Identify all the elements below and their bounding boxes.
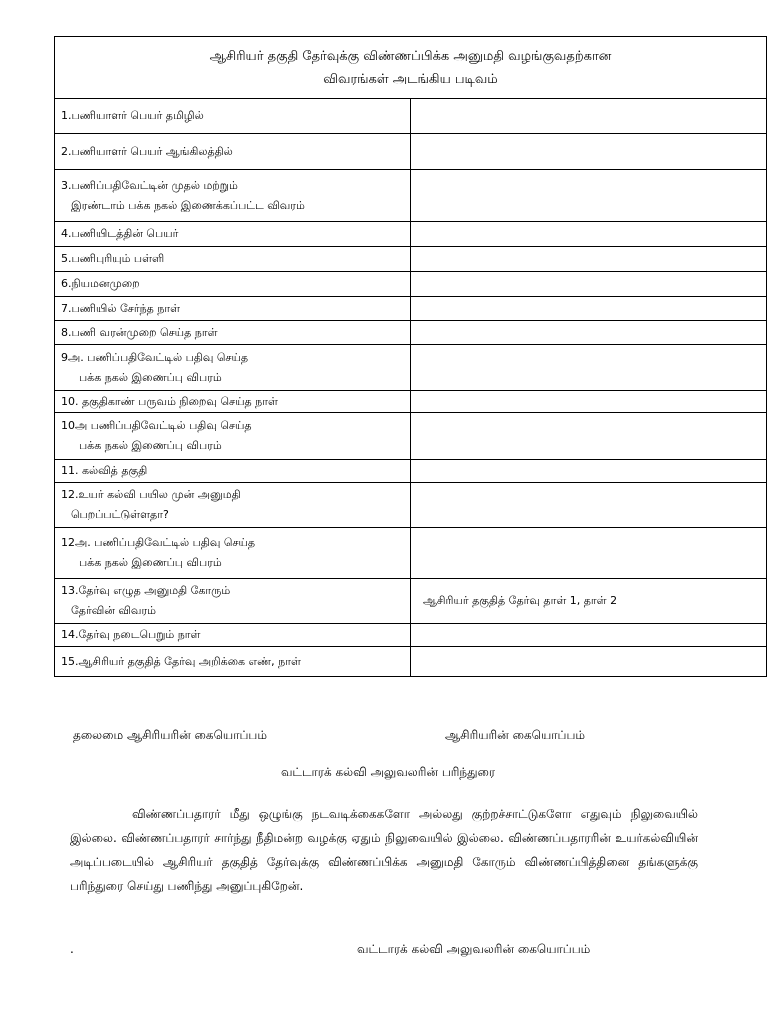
row-value-text (417, 546, 423, 559)
beo-signature-label: வட்டாரக் கல்வி அலுவலரின் கையொப்பம் (357, 942, 591, 956)
row-value-field[interactable] (411, 247, 767, 272)
row-value-text (417, 227, 423, 240)
table-row (55, 579, 767, 624)
row-value-field[interactable] (411, 134, 767, 170)
row-label-text: 15.ஆசிரியர் தகுதித் தேர்வு அறிக்கை எண், நாள் (61, 654, 301, 668)
row-value-field[interactable] (411, 345, 767, 391)
row-value-field[interactable] (411, 647, 767, 677)
row-label (55, 413, 411, 460)
table-row (55, 413, 767, 460)
row-label (55, 345, 411, 391)
row-label (55, 321, 411, 345)
application-details-table (54, 36, 767, 677)
row-value-text (417, 109, 423, 122)
row-value-field[interactable] (411, 624, 767, 647)
table-row (55, 297, 767, 321)
row-label-text: 3.பணிப்பதிவேட்டின் முதல் மற்றும் (61, 178, 238, 192)
table-row (55, 647, 767, 677)
row-value-field[interactable] (411, 297, 767, 321)
form-title-line-2: விவரங்கள் அடங்கிய படிவம் (323, 71, 498, 87)
row-label-text: 5.பணிபுரியும் பள்ளி (61, 252, 165, 265)
row-label (55, 528, 411, 579)
row-value-field[interactable] (411, 170, 767, 222)
row-label (55, 272, 411, 297)
table-row (55, 99, 767, 134)
row-label (55, 134, 411, 170)
row-value-text (417, 628, 423, 641)
row-label-text: பக்க நகல் இணைப்பு விபரம் (79, 439, 222, 452)
row-label (55, 391, 411, 413)
table-row (55, 222, 767, 247)
row-label-text: 6.நியமனமுறை (61, 277, 140, 290)
head-master-signature-label: தலைமை ஆசிரியரின் கையொப்பம் (73, 728, 267, 742)
row-value-text: ஆசிரியர் தகுதித் தேர்வு தாள் 1, தாள் 2 (423, 594, 618, 607)
row-label-text: 1.பணியாளர் பெயர் தமிழில் (61, 109, 204, 122)
row-label-text: 14.தேர்வு நடைபெறும் நாள் (61, 628, 201, 641)
row-label (55, 647, 411, 677)
row-label-text: 7.பணியில் சேர்ந்த நாள் (61, 301, 181, 315)
row-value-text (417, 361, 423, 374)
row-label-text: 4.பணியிடத்தின் பெயர் (61, 227, 179, 240)
table-row (55, 247, 767, 272)
row-label (55, 483, 411, 528)
table-row (55, 345, 767, 391)
row-value-text (417, 429, 423, 442)
row-value-field[interactable] (411, 579, 767, 624)
row-value-field[interactable] (411, 321, 767, 345)
row-label-text: 13.தேர்வு எழுத அனுமதி கோரும் (61, 584, 231, 597)
row-value-field[interactable] (411, 99, 767, 134)
row-label (55, 222, 411, 247)
recommendation-heading: வட்டாரக் கல்வி அலுவலரின் பரிந்துரை (280, 765, 496, 779)
row-value-text (417, 302, 423, 315)
row-label (55, 579, 411, 624)
row-label-text: 9அ. பணிப்பதிவேட்டில் பதிவு செய்த (61, 350, 249, 364)
table-row (55, 170, 767, 222)
recommendation-paragraph: விண்ணப்பதாரர் மீது ஒழுங்கு நடவடிக்கைகளோ அல்லது குற்றச்சாட்டுகளோ எதுவும் நிலுவையில் இல்லை. விண்ணப்பதாரர் சார்ந்து நீதிமன்ற வழக்கு ஏதும் நிலுவையில் இல்லை. விண்ணப்பதாரரின் உயர்கல்வியின் அடிப்படையில் ஆசிரியர் தகுதித் தேர்வுக்கு விண்ணப்பிக்க அனுமதி கோரும் விண்ணப்பித்தினை தங்களுக்கு பரிந்துரை செய்து பணிந்து அனுப்புகிறேன். (70, 807, 698, 893)
row-value-field[interactable] (411, 528, 767, 579)
row-label-text: பக்க நகல் இணைப்பு விபரம் (79, 556, 222, 569)
table-row (55, 483, 767, 528)
row-value-text (417, 252, 423, 265)
row-value-field[interactable] (411, 413, 767, 460)
row-label-text: 8.பணி வரன்முறை செய்த நாள் (61, 325, 218, 339)
row-label-text: 11. கல்வித் தகுதி (61, 464, 148, 477)
table-row (55, 134, 767, 170)
row-label-text: 10அ பணிப்பதிவேட்டில் பதிவு செய்த (61, 419, 252, 432)
row-value-text (417, 395, 423, 408)
row-label-text: 10. தகுதிகாண் பருவம் நிறைவு செய்த நாள் (61, 394, 278, 408)
row-label (55, 297, 411, 321)
row-label-text: தேர்வின் விவரம் (71, 604, 156, 617)
row-value-field[interactable] (411, 222, 767, 247)
form-title-line-1: ஆசிரியர் தகுதி தேர்வுக்கு விண்ணப்பிக்க அனுமதி வழங்குவதற்கான (209, 48, 612, 64)
table-row (55, 272, 767, 297)
row-value-field[interactable] (411, 483, 767, 528)
row-value-text (417, 498, 423, 511)
title-row (55, 37, 767, 99)
row-value-text (417, 189, 423, 202)
row-label (55, 247, 411, 272)
row-label-text: பக்க நகல் இணைப்பு விபரம் (79, 370, 222, 384)
row-value-field[interactable] (411, 272, 767, 297)
row-label (55, 99, 411, 134)
row-value-field[interactable] (411, 391, 767, 413)
row-label-text: பெறப்பட்டுள்ளதா? (71, 508, 169, 521)
row-value-text (417, 655, 423, 668)
table-row (55, 624, 767, 647)
row-label (55, 624, 411, 647)
table-row (55, 321, 767, 345)
row-label-text: இரண்டாம் பக்க நகல் இணைக்கப்பட்ட விவரம் (71, 198, 305, 212)
row-value-text (417, 277, 423, 290)
row-label (55, 460, 411, 483)
row-value-text (417, 326, 423, 339)
row-label-text: 2.பணியாளர் பெயர் ஆங்கிலத்தில் (61, 144, 233, 158)
row-label-text: 12அ. பணிப்பதிவேட்டில் பதிவு செய்த (61, 536, 256, 549)
table-row (55, 460, 767, 483)
row-value-text (417, 145, 423, 158)
row-value-text (417, 464, 423, 477)
row-value-field[interactable] (411, 460, 767, 483)
footer-dot: . (70, 942, 74, 956)
teacher-signature-label: ஆசிரியரின் கையொப்பம் (445, 728, 586, 742)
row-label (55, 170, 411, 222)
form-title (55, 37, 767, 99)
table-row (55, 391, 767, 413)
row-label-text: 12.உயர் கல்வி பயில முன் அனுமதி (61, 488, 241, 501)
table-row (55, 528, 767, 579)
